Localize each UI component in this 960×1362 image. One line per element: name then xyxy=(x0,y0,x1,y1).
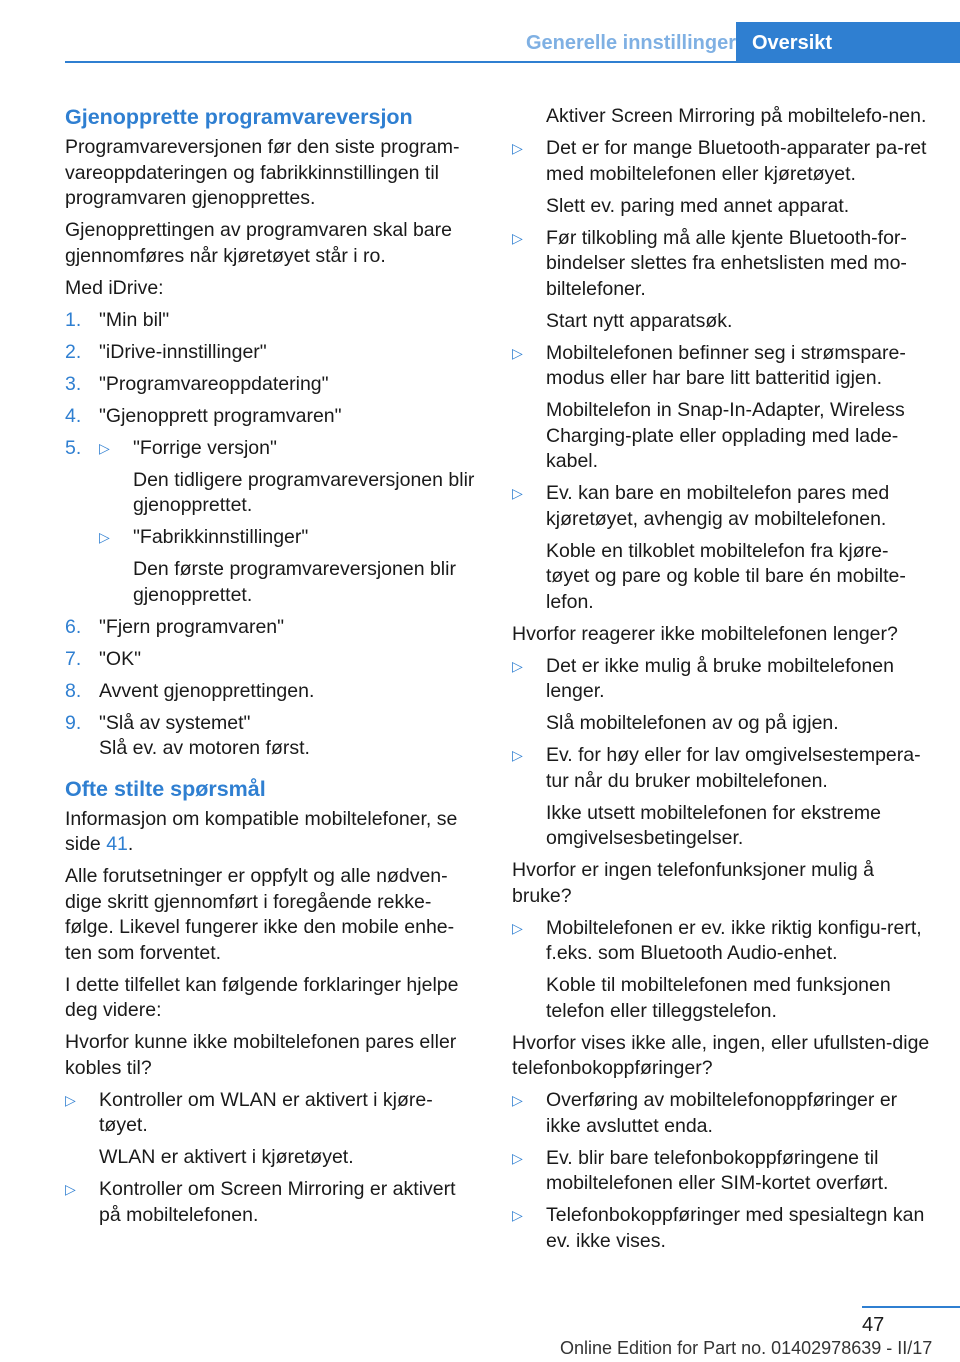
sub-bullet-desc: Den første programvareversjonen blir gjenopprettet. xyxy=(133,558,456,606)
paragraph: I dette tilfellet kan følgende forklaringer hjelpe deg videre: xyxy=(65,973,459,1021)
bullet-desc: Koble til mobiltelefonen med funksjonen telefon eller tilleggstelefon. xyxy=(546,974,891,1022)
list-text: Avvent gjenopprettingen. xyxy=(99,679,315,702)
header-tab: Oversikt xyxy=(736,22,960,62)
bullet-text: Det er for mange Bluetooth-apparater pa-ret med mobiltelefonen eller kjøretøyet. xyxy=(546,137,927,185)
list-number: 4. xyxy=(65,404,82,427)
left-column xyxy=(65,98,475,1235)
list-number: 7. xyxy=(65,647,82,670)
bullet-text: Mobiltelefonen er ev. ikke riktig konfigu-rert, f.eks. som Bluetooth Audio-enhet. xyxy=(546,916,922,964)
triangle-bullet-icon: ▷ xyxy=(512,344,523,361)
list-item xyxy=(65,372,475,398)
list-item xyxy=(65,615,475,641)
question: Hvorfor kunne ikke mobiltelefonen pares eller kobles til? xyxy=(65,1031,457,1079)
triangle-bullet-icon: ▷ xyxy=(512,1207,523,1223)
bullet-text: Kontroller om WLAN er aktivert i kjøre-tøyet. xyxy=(99,1088,433,1136)
triangle-bullet-icon: ▷ xyxy=(99,529,110,545)
list-text: "Programvareoppdatering" xyxy=(99,372,329,395)
bullet-desc: Slett ev. paring med annet apparat. xyxy=(546,194,850,217)
paragraph: Gjenopprettingen av programvaren skal bare gjennomføres når kjøretøyet står i ro. xyxy=(65,219,452,267)
list-item xyxy=(65,340,475,366)
list-item xyxy=(65,404,475,430)
bullet-desc: Start nytt apparatsøk. xyxy=(546,309,733,332)
bullet-item xyxy=(512,481,930,532)
list-item xyxy=(65,711,475,762)
list-text: "Min bil" xyxy=(99,308,170,331)
triangle-bullet-icon: ▷ xyxy=(65,1181,76,1197)
paragraph: Alle forutsetninger er oppfylt og alle nødven-dige skritt gjennomført i foregående rekke-følge. Likevel fungerer ikke den mobile enhe-ten som forventet. xyxy=(65,865,455,964)
list-number: 2. xyxy=(65,340,82,363)
bullet-text: Ev. blir bare telefonbokoppføringene til mobiltelefonen eller SIM-kortet overført. xyxy=(546,1146,889,1194)
list-text: "Fjern programvaren" xyxy=(99,615,285,638)
heading-restore: Gjenopprette programvareversjon xyxy=(65,105,413,129)
bullet-text: Ev. for høy eller for lav omgivelsestempera-tur når du bruker mobiltelefonen. xyxy=(546,744,921,792)
paragraph: Programvareversjonen før den siste program-vareoppdateringen og fabrikkinnstillingen til programvaren gjenopprettes. xyxy=(65,136,460,209)
header-rule xyxy=(65,61,960,63)
list-text: "iDrive-innstillinger" xyxy=(99,340,267,363)
bullet-text: Før tilkobling må alle kjente Bluetooth-for-bindelser slettes fra enhetslisten med mo-biltelefoner. xyxy=(546,226,907,300)
bullet-desc: WLAN er aktivert i kjøretøyet. xyxy=(99,1146,354,1168)
paragraph-text: . xyxy=(127,833,134,855)
triangle-bullet-icon: ▷ xyxy=(512,140,523,156)
bullet-item xyxy=(512,226,930,303)
list-text: "Slå av systemet" xyxy=(99,711,251,734)
bullet-item xyxy=(512,916,930,967)
bullet-desc: Koble en tilkoblet mobiltelefon fra kjøre-tøyet og pare og koble til bare én mobilte-lefon. xyxy=(546,539,906,613)
bullet-item xyxy=(512,1088,930,1139)
bullet-text: Ev. kan bare en mobiltelefon pares med kjøretøyet, avhengig av mobiltelefonen. xyxy=(546,482,890,530)
footer-rule xyxy=(862,1306,960,1308)
triangle-bullet-icon: ▷ xyxy=(512,229,523,246)
bullet-text: Det er ikke mulig å bruke mobiltelefonen lenger. xyxy=(546,654,894,702)
bullet-text: Kontroller om Screen Mirroring er aktivert på mobiltelefonen. xyxy=(99,1178,456,1226)
triangle-bullet-icon: ▷ xyxy=(99,439,110,456)
sub-bullet-desc: Den tidligere programvareversjonen blir gjenopprettet. xyxy=(133,468,475,516)
bullet-item xyxy=(512,654,930,705)
bullet-item xyxy=(512,1146,930,1197)
bullet-desc: Ikke utsett mobiltelefonen for ekstreme omgivelsesbetingelser. xyxy=(546,801,881,849)
triangle-bullet-icon: ▷ xyxy=(65,1091,76,1108)
paragraph xyxy=(65,807,475,858)
list-number: 1. xyxy=(65,308,82,331)
sub-bullet-text: "Forrige versjon" xyxy=(133,436,277,459)
bullet-text: Mobiltelefonen befinner seg i strømspare-modus eller har bare litt batteritid igjen. xyxy=(546,341,906,389)
paragraph: Med iDrive: xyxy=(65,276,164,299)
sub-bullet-text: "Fabrikkinnstillinger" xyxy=(133,526,309,548)
heading-faq: Ofte stilte spørsmål xyxy=(65,776,266,801)
question: Hvorfor reagerer ikke mobiltelefonen lenger? xyxy=(512,622,898,645)
list-number: 6. xyxy=(65,615,82,638)
list-number: 5. xyxy=(65,436,82,459)
edition-text: Online Edition for Part no. 01402978639 - II/17 xyxy=(560,1338,933,1358)
bullet-text: Telefonbokoppføringer med spesialtegn kan ev. ikke vises. xyxy=(546,1204,925,1252)
list-number: 8. xyxy=(65,679,82,702)
bullet-item xyxy=(512,341,930,392)
sub-bullet-item xyxy=(99,525,475,551)
list-number: 9. xyxy=(65,711,82,734)
list-text: "Gjenopprett programvaren" xyxy=(99,404,342,427)
bullet-item xyxy=(512,1203,930,1254)
triangle-bullet-icon: ▷ xyxy=(512,919,523,936)
list-item xyxy=(65,647,475,673)
triangle-bullet-icon: ▷ xyxy=(512,747,523,763)
question: Hvorfor er ingen telefonfunksjoner mulig å bruke? xyxy=(512,859,875,907)
list-item xyxy=(65,308,475,334)
bullet-item xyxy=(512,743,930,794)
page-link[interactable]: 41 xyxy=(106,833,128,855)
triangle-bullet-icon: ▷ xyxy=(512,1092,523,1108)
bullet-item xyxy=(65,1088,475,1139)
bullet-desc: Slå mobiltelefonen av og på igjen. xyxy=(546,712,839,734)
list-text: "OK" xyxy=(99,647,142,670)
list-item xyxy=(65,436,475,609)
bullet-item xyxy=(65,1177,475,1228)
right-column xyxy=(512,104,930,1261)
page-number: 47 xyxy=(862,1314,885,1336)
question: Hvorfor vises ikke alle, ingen, eller ufullsten-dige telefonbokoppføringer? xyxy=(512,1031,930,1079)
triangle-bullet-icon: ▷ xyxy=(512,485,523,501)
paragraph-text: Informasjon om kompatible mobiltelefoner, se side xyxy=(65,807,458,855)
header-section-title: Generelle innstillinger xyxy=(525,32,736,54)
sub-bullet-item xyxy=(99,436,475,462)
list-number: 3. xyxy=(65,372,82,395)
triangle-bullet-icon: ▷ xyxy=(512,1149,523,1166)
triangle-bullet-icon: ▷ xyxy=(512,657,523,674)
list-note: Slå ev. av motoren først. xyxy=(99,737,310,759)
bullet-text: Overføring av mobiltelefonoppføringer er ikke avsluttet enda. xyxy=(546,1089,898,1137)
bullet-desc: Aktiver Screen Mirroring på mobiltelefo-nen. xyxy=(546,105,927,127)
bullet-item xyxy=(512,136,930,187)
list-item xyxy=(65,679,475,705)
bullet-desc: Mobiltelefon in Snap-In-Adapter, Wireless Charging-plate eller opplading med lade-kabel. xyxy=(546,399,905,472)
